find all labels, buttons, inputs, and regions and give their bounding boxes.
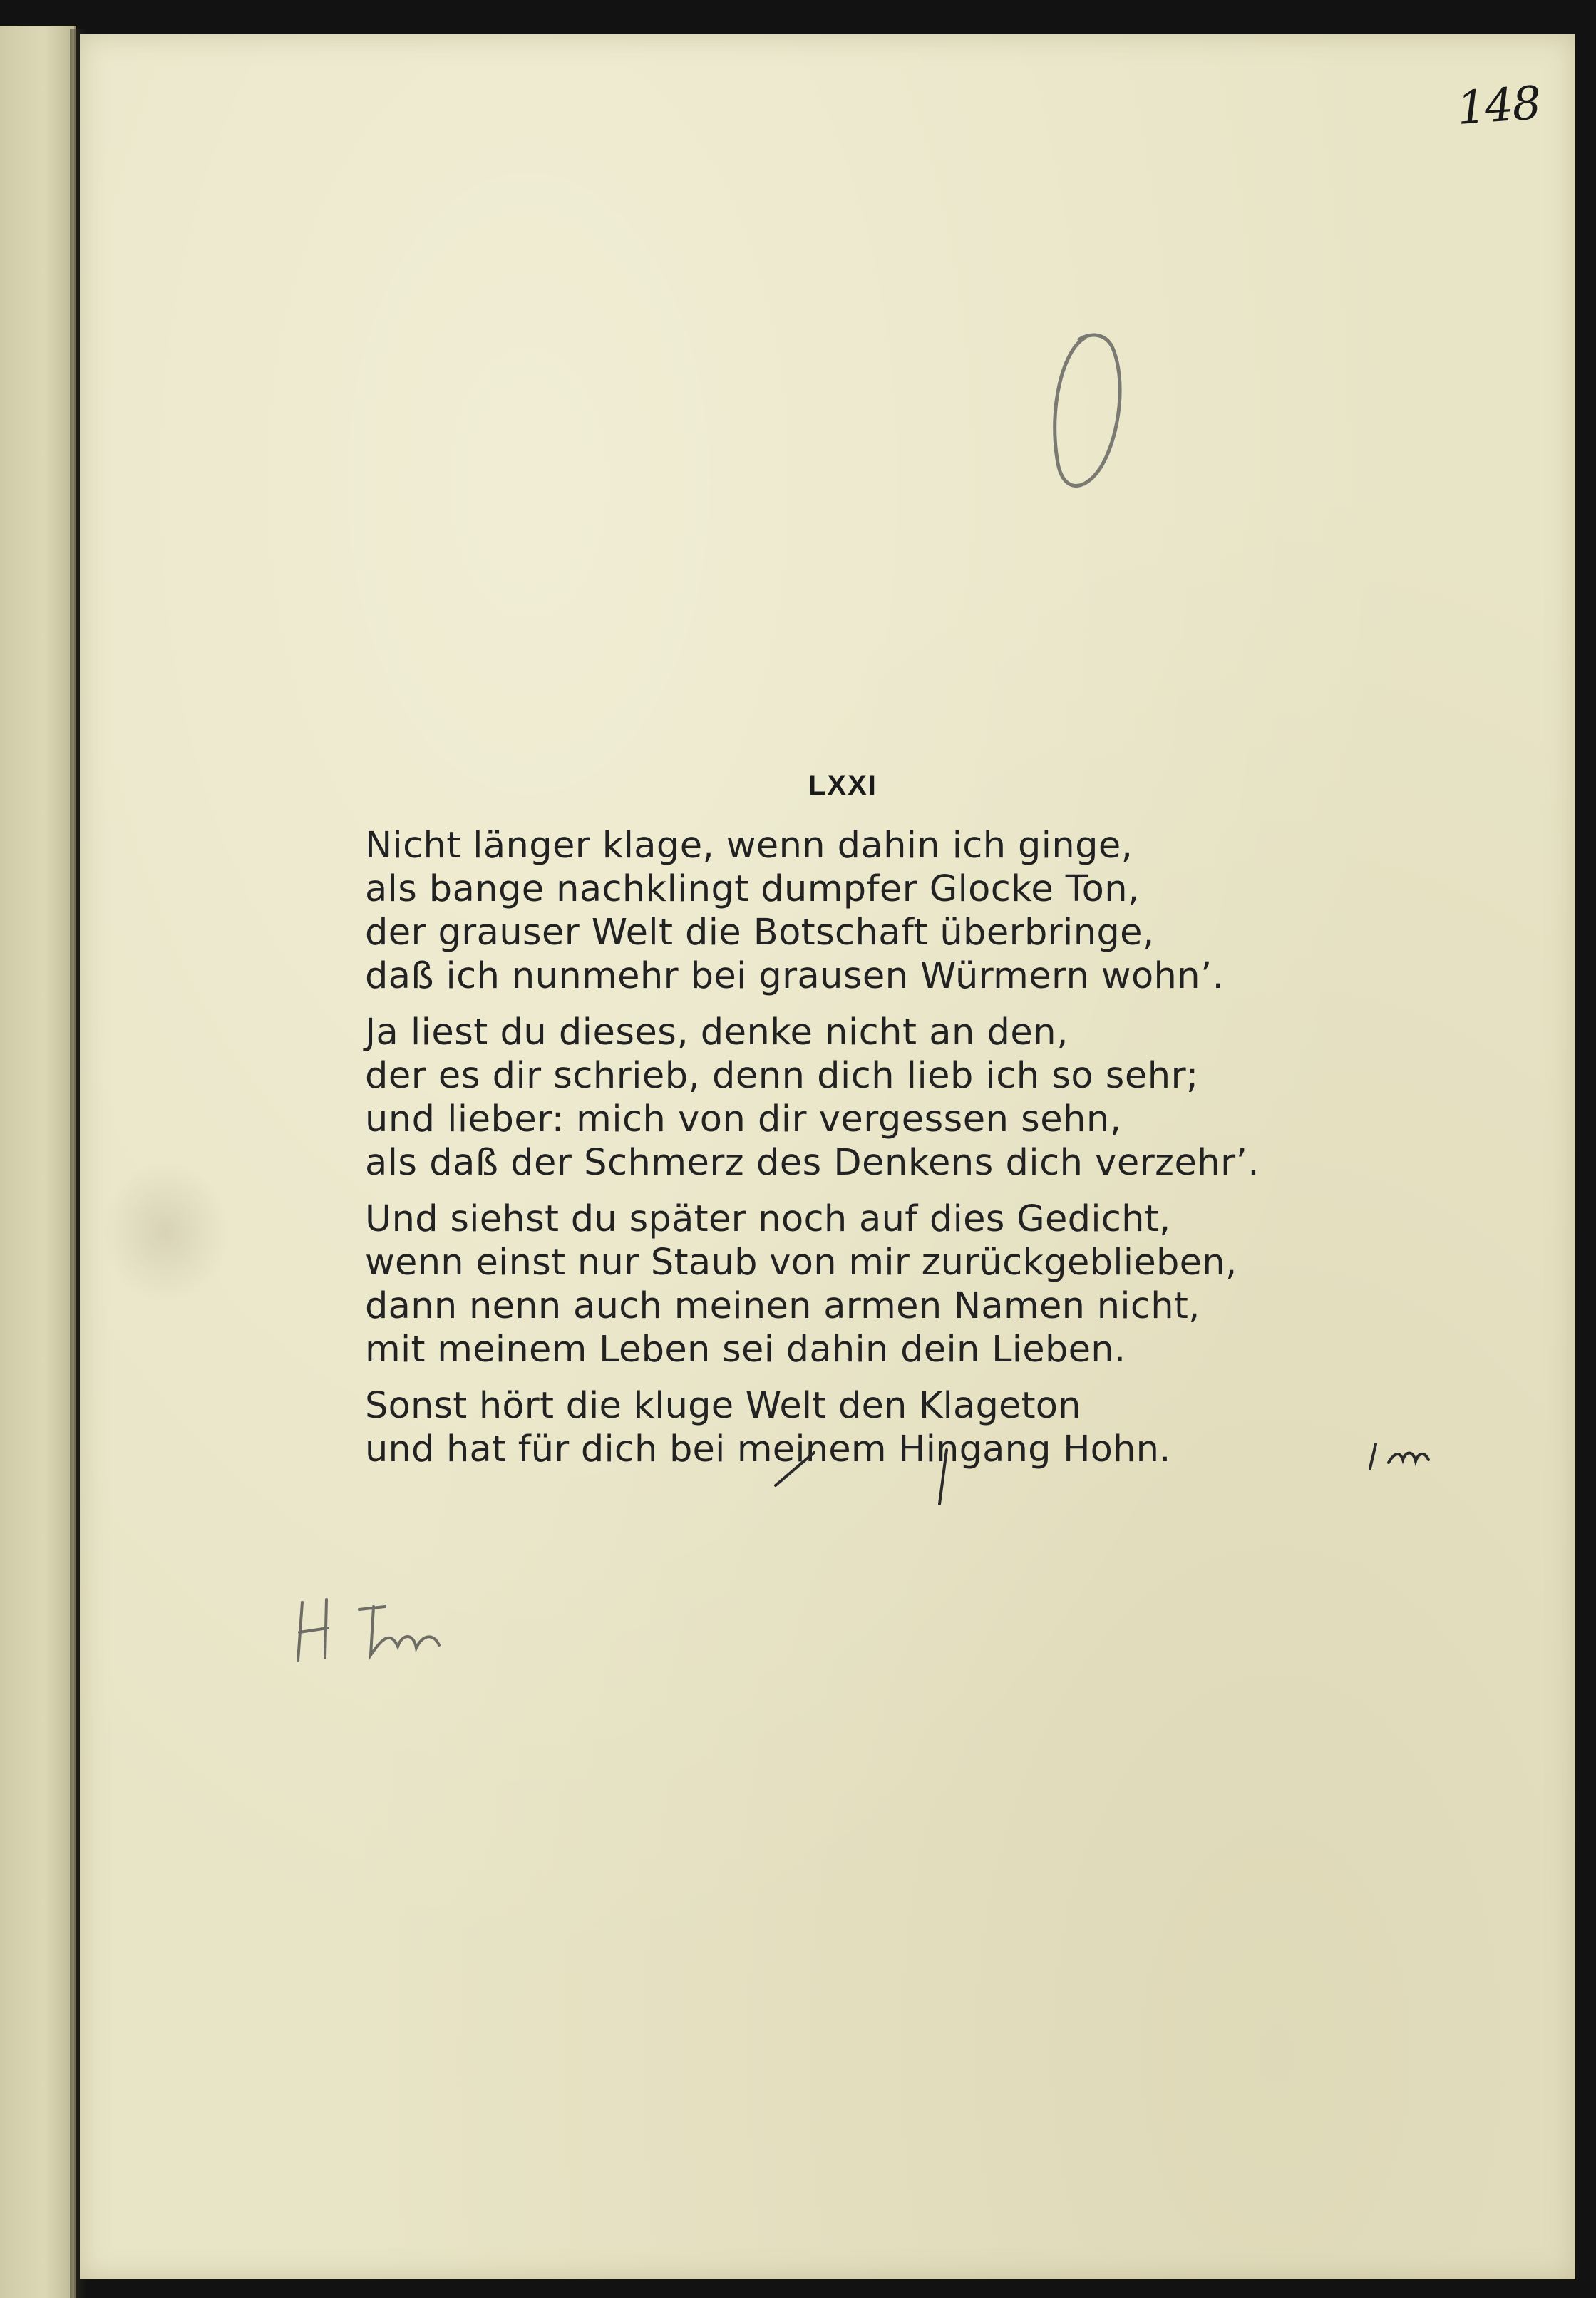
stanza (365, 1011, 1260, 1185)
poem-line: der grauser Welt die Botschaft überbringe, (365, 912, 1155, 954)
poem-line: dann nenn auch meinen armen Namen nicht, (365, 1285, 1200, 1327)
poem-line: Und siehst du später noch auf dies Gedicht, (365, 1198, 1171, 1240)
poem-line: daß ich nunmehr bei grausen Würmern wohn’. (365, 955, 1225, 997)
folio-number: 148 (1455, 77, 1542, 135)
poem-line: der es dir schrieb, denn dich lieb ich so sehr; (365, 1055, 1199, 1097)
left-page-edge (0, 26, 76, 2298)
poem-line: und lieber: mich von dir vergessen sehn, (365, 1098, 1122, 1140)
poem-line: Sonst hört die kluge Welt den Klageton (365, 1385, 1081, 1427)
poem-line: Nicht länger klage, wenn dahin ich ginge, (365, 825, 1133, 867)
pencil-margin-note (294, 1581, 536, 1681)
poem-line: Ja liest du dieses, denke nicht an den, (365, 1011, 1069, 1053)
poem-number: LXXI (808, 770, 877, 801)
page (80, 34, 1575, 2279)
pencil-zero-mark (1035, 328, 1135, 499)
poem-line: als bange nachklingt dumpfer Glocke Ton, (365, 868, 1140, 910)
poem-line: und hat für dich bei meinem Hingang Hohn. (365, 1428, 1171, 1470)
paper-stain (101, 1160, 230, 1303)
stanza (365, 1197, 1260, 1371)
handwritten-margin-mark (1363, 1431, 1463, 1481)
stanza (365, 1384, 1260, 1471)
poem-line: als daß der Schmerz des Denkens dich verzehr’. (365, 1142, 1260, 1184)
poem-line: wenn einst nur Staub von mir zurückgeblieben, (365, 1242, 1237, 1284)
stanza (365, 824, 1260, 998)
poem-body (365, 824, 1260, 1484)
poem-line: mit meinem Leben sei dahin dein Lieben. (365, 1329, 1126, 1371)
